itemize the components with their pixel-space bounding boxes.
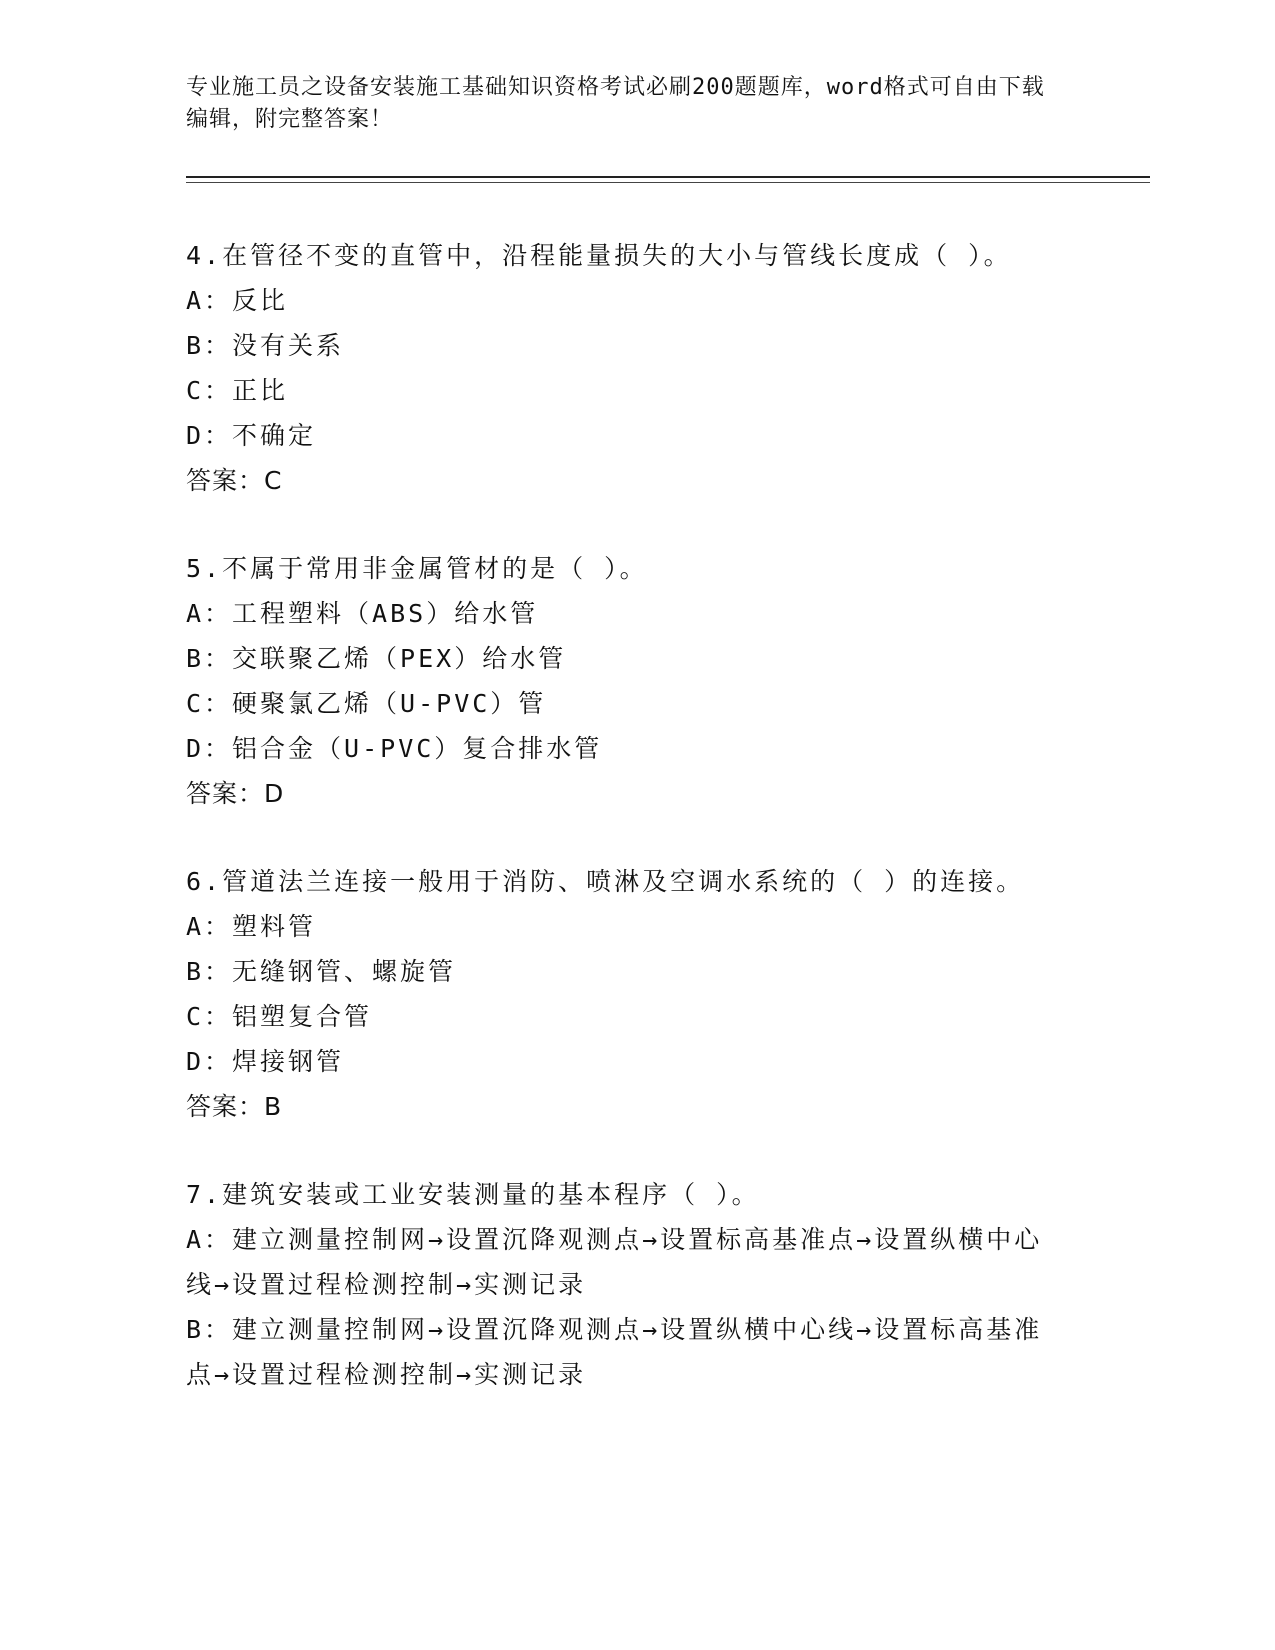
question-4 <box>186 233 1066 503</box>
question-list <box>186 233 1066 1397</box>
option-a: A：建立测量控制网→设置沉降观测点→设置标高基准点→设置纵横中心线→设置过程检测控制→实测记录 <box>186 1225 1043 1299</box>
option-d: D：焊接钢管 <box>186 1047 345 1076</box>
answer: 答案：D <box>186 779 285 808</box>
option-a: A：反比 <box>186 286 289 315</box>
question-7 <box>186 1172 1066 1397</box>
header-divider-thin <box>186 182 1150 183</box>
question-stem: 7.建筑安装或工业安装测量的基本程序（ ）。 <box>186 1180 760 1209</box>
option-c: C：硬聚氯乙烯（U-PVC）管 <box>186 689 547 718</box>
option-b: B：交联聚乙烯（PEX）给水管 <box>186 644 567 673</box>
answer: 答案：B <box>186 1092 283 1121</box>
option-d: D：不确定 <box>186 421 317 450</box>
question-5 <box>186 546 1066 816</box>
option-c: C：正比 <box>186 376 289 405</box>
option-b: B：无缝钢管、螺旋管 <box>186 957 457 986</box>
question-stem: 4.在管径不变的直管中，沿程能量损失的大小与管线长度成（ ）。 <box>186 241 1012 270</box>
question-stem: 5.不属于常用非金属管材的是（ ）。 <box>186 554 648 583</box>
option-b: B：没有关系 <box>186 331 345 360</box>
option-c: C：铝塑复合管 <box>186 1002 373 1031</box>
option-b: B：建立测量控制网→设置沉降观测点→设置纵横中心线→设置标高基准点→设置过程检测控制→实测记录 <box>186 1315 1043 1389</box>
option-a: A：塑料管 <box>186 912 317 941</box>
question-6 <box>186 859 1066 1129</box>
option-a: A：工程塑料（ABS）给水管 <box>186 599 539 628</box>
header-divider-thick <box>186 176 1150 178</box>
answer: 答案：C <box>186 466 283 495</box>
document-header: 专业施工员之设备安装施工基础知识资格考试必刷200题题库，word格式可自由下载编辑，附完整答案！ <box>186 75 1045 132</box>
option-d: D：铝合金（U-PVC）复合排水管 <box>186 734 603 763</box>
question-stem: 6.管道法兰连接一般用于消防、喷淋及空调水系统的（ ）的连接。 <box>186 867 1025 896</box>
